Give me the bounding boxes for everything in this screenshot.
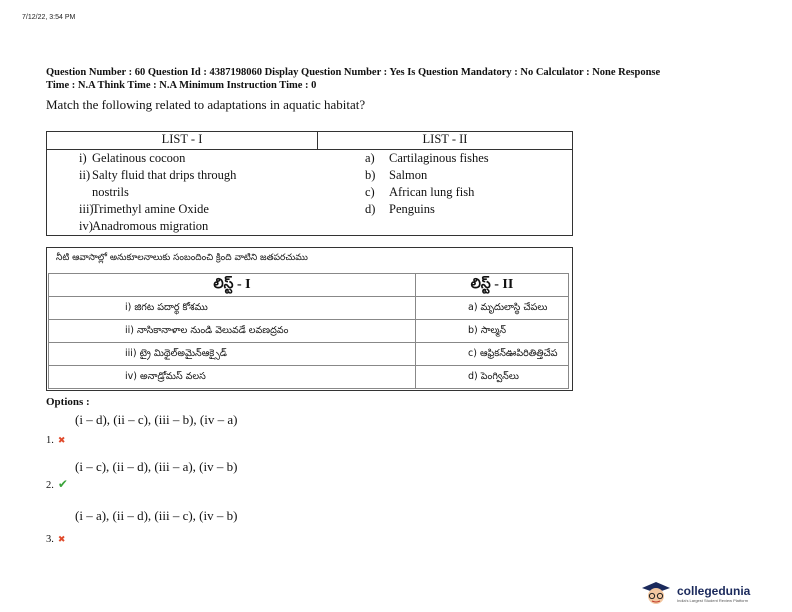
list-item: Anadromous migration <box>92 219 209 233</box>
table-row: ii) నాసికానాళాల నుండి వెలువడే లవణద్రవం <box>49 320 416 343</box>
wrong-icon: ✖ <box>57 535 66 545</box>
option-1-text: (i – d), (ii – c), (iii – b), (iv – a) <box>75 412 238 427</box>
option-2-text: (i – c), (ii – d), (iii – a), (iv – b) <box>75 459 238 474</box>
list-item: Cartilaginous fishes <box>389 151 489 165</box>
list-2: a) Cartilaginous fishes b) Salmon c) African lung fish d) Penguins <box>365 151 489 216</box>
option-3-text: (i – a), (ii – d), (iii – c), (iv – b) <box>75 508 238 523</box>
metadata-line-2: Time : N.A Think Time : N.A Minimum Instruction Time : 0 <box>46 80 317 91</box>
timestamp: 7/12/22, 3:54 PM <box>22 14 76 21</box>
table-row: i) జిగట పదార్థ కోశము <box>49 297 416 320</box>
list-2-header: LIST - II <box>318 132 573 150</box>
list-1: i) Gelatinous cocoon ii) Salty fluid that drips through nostrils iii) Trimethyl amine Oxide iv) Anadromous migration <box>47 150 317 235</box>
list-item: Salmon <box>389 168 428 182</box>
correct-icon: ✔ <box>57 477 68 491</box>
option-2[interactable]: 2. ✔ <box>46 477 68 491</box>
question-text: Match the following related to adaptations in aquatic habitat? <box>46 97 366 112</box>
telugu-match-table: లిస్ట్ - I లిస్ట్ - II i) జిగట పదార్థ కోశము a) మృదులాస్థి చేపలు ii) నాసికానాళాల నుండి వెలువడే లవణద్రవం b) సాల్మన్ iii) ట్రై మిథైల్అమైన్ఆక్సైడ్ c) ఆఫ్రికన్ఊపిరితిత్తిచేప iv) అనాడ్రోమస్ వలస d) పెంగ్విన్‌లు <box>48 273 569 389</box>
list-item: Trimethyl amine Oxide <box>92 202 209 216</box>
list-1-header: LIST - I <box>47 132 318 150</box>
list-item: African lung fish <box>389 185 475 199</box>
option-1[interactable]: 1. ✖ <box>46 435 66 446</box>
list-item: nostrils <box>92 185 129 199</box>
list-item: Penguins <box>389 202 435 216</box>
telugu-list-2-header: లిస్ట్ - II <box>416 274 569 297</box>
option-3[interactable]: 3. ✖ <box>46 534 66 545</box>
table-row: iii) ట్రై మిథైల్అమైన్ఆక్సైడ్ <box>49 343 416 366</box>
logo-tagline: India's Largest Student Review Platform <box>677 597 749 603</box>
collegedunia-logo <box>638 580 750 606</box>
table-row: iv) అనాడ్రోమస్ వలస <box>49 366 416 389</box>
options-label: Options : <box>46 396 90 408</box>
telugu-question: నీటి ఆవాసాల్లో అనుకూలనాలుకు సంబందించి క్రింది వాటిని జతపరచుము <box>56 253 308 263</box>
telugu-list-1-header: లిస్ట్ - I <box>49 274 416 297</box>
list-item: Gelatinous cocoon <box>92 151 186 165</box>
logo-name: collegedunia <box>677 583 751 598</box>
english-match-table <box>46 131 573 236</box>
graduate-mascot-icon <box>638 580 674 606</box>
question-metadata <box>46 66 766 92</box>
list-item: Salty fluid that drips through <box>92 168 237 182</box>
metadata-line-1: Question Number : 60 Question Id : 4387198060 Display Question Number : Yes Is Question Mandatory : No Calculator : None Response <box>46 67 661 78</box>
wrong-icon: ✖ <box>57 436 66 446</box>
